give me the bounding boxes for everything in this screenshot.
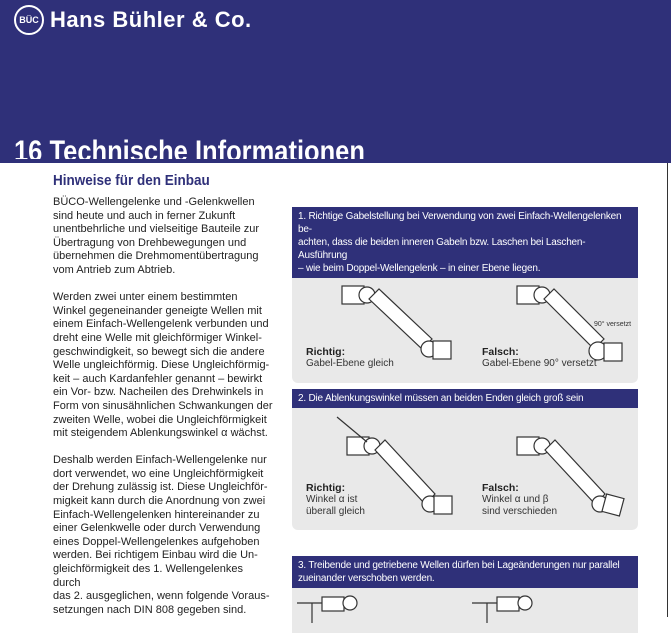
box-header: 3. Treibende und getriebene Wellen dürfen bei Lageänderungen nur parallel zueinander verschoben werden. <box>292 556 638 588</box>
box-body <box>292 278 638 383</box>
note-label: 90° versetzt <box>594 321 632 328</box>
info-box-1 <box>292 207 638 383</box>
paragraph: BÜCO-Wellengelenke und -Gelenkwellen sind heute und auch in ferner Zukunft unentbehrliche und vielseitige Bauteile zur Übertragung von Drehbewegungen und übernehmen die Drehmomentübertragung vom Antrieb zum Abtrieb. <box>53 196 260 276</box>
parallel-shift-diagram <box>292 593 638 623</box>
paragraph: Werden zwei unter einem bestimmten Winkel gegeneinander geneigte Wellen mit einem Einfach-Wellengelenk verbunden und dreht eine Welle mit gleichförmiger Winkel- geschwindigkeit, so bewegt sich die andere Welle ungleichförmig. Diese Ungleichförmig- keit – auch Kardanfehler genannt – bewirkt ein Vor- bzw. Nacheilen des Drehwinkels in Form von sinusähnlichen Schwankungen der zweiten Welle, wobei die Ungleichförmigkeit mit steigendem Ablenkungswinkel α wächst. <box>53 291 273 440</box>
info-box-3 <box>292 556 638 633</box>
brand-name: Hans Bühler & Co. <box>50 7 252 32</box>
box-header: 2. Die Ablenkungswinkel müssen an beiden Enden gleich groß sein <box>292 389 638 408</box>
divider <box>667 163 668 617</box>
box-body <box>292 408 638 530</box>
box-header: 1. Richtige Gabelstellung bei Verwendung von zwei Einfach-Wellengelenken be- achten, dass die beiden inneren Gabeln bzw. Laschen bei Laschen-Ausführung – wie beim Doppel-Wellengelenk – in einer Ebene liegen. <box>292 207 638 278</box>
label-correct: Richtig: Winkel α ist überall gleich <box>306 482 365 517</box>
body-text <box>53 196 273 631</box>
label-wrong: Falsch: Winkel α und β sind verschieden <box>482 482 558 517</box>
logo-seal: BÜC <box>14 5 44 35</box>
label-correct: Richtig: Gabel-Ebene gleich <box>306 346 394 369</box>
page-title: 16 Technische Informationen <box>14 135 365 168</box>
paragraph: Deshalb werden Einfach-Wellengelenke nur dort verwendet, wo eine Ungleichförmigkeit der Drehung zulässig ist. Diese Ungleichför- migkeit kann durch die Anordnung von zwei Einfach-Wellengelenken hintereinander zu einer Gelenkwelle oder durch Verwendung eines Doppel-Wellengelenkes aufgehoben werden. Bei richtigem Einbau wird die Un- gleichförmigkeit des 1. Wellengelenkes durch das 2. ausgeglichen, wenn folgende Voraus- setzungen nach DIN 808 gegeben sind. <box>53 454 270 616</box>
label-wrong: Falsch: Gabel-Ebene 90° versetzt <box>482 346 597 369</box>
section-title: Hinweise für den Einbau <box>53 172 210 189</box>
logo <box>14 5 252 35</box>
info-box-2 <box>292 389 638 530</box>
box-body <box>292 588 638 633</box>
